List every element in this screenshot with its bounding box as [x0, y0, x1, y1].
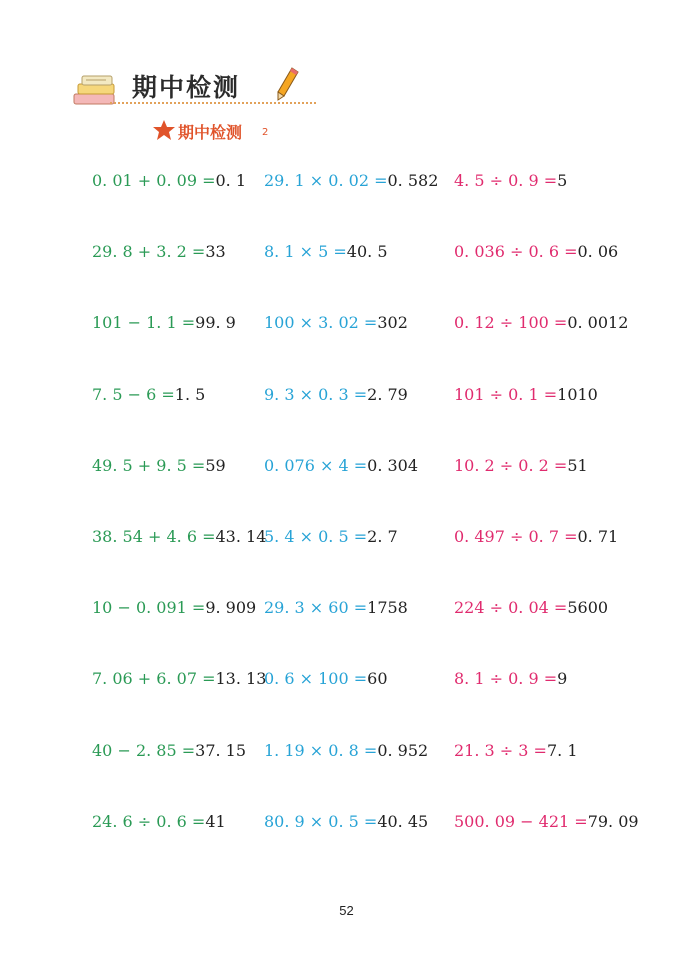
- answer: 59: [205, 455, 226, 475]
- answer: 13. 13: [215, 669, 267, 689]
- answer: 1. 5: [174, 384, 206, 404]
- problem-row: [92, 171, 652, 242]
- problem: [264, 527, 398, 546]
- expression: 1. 19 × 0. 8 =: [264, 740, 378, 760]
- problem-row: [92, 741, 652, 812]
- expression: 38. 54 + 4. 6 =: [92, 526, 216, 546]
- expression: 0. 01 + 0. 09 =: [92, 171, 216, 190]
- answer: 33: [205, 242, 226, 262]
- star-icon: [152, 119, 176, 141]
- answer: 5600: [567, 598, 609, 618]
- problem: [264, 456, 418, 475]
- answer: 0. 1: [215, 171, 247, 190]
- expression: 24. 6 ÷ 0. 6 =: [92, 811, 206, 831]
- answer: 0. 06: [577, 242, 619, 262]
- expression: 0. 076 × 4 =: [264, 455, 368, 475]
- problem: [92, 242, 226, 261]
- problem: [264, 812, 428, 831]
- problem-row: [92, 812, 652, 883]
- problem-row: [92, 527, 652, 598]
- problem: [264, 242, 388, 261]
- problem: [264, 171, 438, 190]
- problem: [454, 456, 588, 475]
- expression: 101 ÷ 0. 1 =: [454, 384, 558, 404]
- problem: [454, 527, 618, 546]
- answer: 0. 582: [387, 171, 439, 190]
- expression: 7. 5 − 6 =: [92, 384, 175, 404]
- answer: 7. 1: [546, 740, 578, 760]
- problem: [454, 812, 639, 831]
- answer: 79. 09: [587, 811, 639, 831]
- answer: 302: [377, 313, 408, 333]
- expression: 8. 1 ÷ 0. 9 =: [454, 669, 558, 689]
- problem: [454, 598, 608, 617]
- expression: 10. 2 ÷ 0. 2 =: [454, 455, 568, 475]
- problem-row: [92, 385, 652, 456]
- expression: 9. 3 × 0. 3 =: [264, 384, 368, 404]
- sub-title-text: 期中检测: [178, 123, 243, 142]
- header: [72, 66, 312, 116]
- problem: [454, 171, 567, 190]
- answer: 1758: [367, 598, 408, 618]
- expression: 29. 1 × 0. 02 =: [264, 171, 388, 190]
- expression: 0. 497 ÷ 0. 7 =: [454, 526, 578, 546]
- answer: 51: [567, 455, 588, 475]
- problem: [264, 313, 408, 332]
- problem-row: [92, 598, 652, 669]
- pencil-icon: [274, 66, 300, 102]
- problem: [92, 385, 205, 404]
- answer: 99. 9: [195, 313, 236, 333]
- page-title: 期中检测: [132, 73, 241, 102]
- problem: [92, 741, 246, 760]
- problem-row: [92, 242, 652, 313]
- answer: 60: [367, 669, 388, 689]
- answer: 40. 5: [346, 242, 388, 262]
- problem-row: [92, 669, 652, 740]
- answer: 41: [205, 811, 226, 831]
- problem: [454, 385, 598, 404]
- answer: 9: [557, 669, 568, 689]
- problem: [92, 313, 236, 332]
- problem: [264, 598, 408, 617]
- answer: 2. 7: [367, 526, 398, 546]
- problem: [92, 812, 226, 831]
- expression: 80. 9 × 0. 5 =: [264, 811, 378, 831]
- answer: 0. 304: [367, 455, 419, 475]
- expression: 500. 09 − 421 =: [454, 811, 588, 831]
- answer: 0. 952: [377, 740, 429, 760]
- problem-row: [92, 313, 652, 384]
- answer: 5: [557, 171, 568, 190]
- problem: [454, 242, 618, 261]
- answer: 0. 71: [577, 526, 619, 546]
- expression: 0. 036 ÷ 0. 6 =: [454, 242, 578, 262]
- problem: [454, 741, 578, 760]
- expression: 0. 6 × 100 =: [264, 669, 368, 689]
- answer: 2. 79: [367, 384, 408, 404]
- answer: 37. 15: [195, 740, 247, 760]
- problem: [454, 313, 628, 332]
- problem: [92, 171, 246, 190]
- expression: 29. 8 + 3. 2 =: [92, 242, 206, 262]
- sub-title-number: 2: [262, 127, 269, 138]
- expression: 49. 5 + 9. 5 =: [92, 455, 206, 475]
- problem-row: [92, 456, 652, 527]
- expression: 100 × 3. 02 =: [264, 313, 378, 333]
- problem: [92, 527, 266, 546]
- expression: 40 − 2. 85 =: [92, 740, 196, 760]
- answer: 43. 14: [215, 526, 267, 546]
- problem: [264, 741, 428, 760]
- problem-grid: [92, 171, 652, 883]
- expression: 10 − 0. 091 =: [92, 598, 206, 618]
- problem: [92, 598, 256, 617]
- expression: 4. 5 ÷ 0. 9 =: [454, 171, 558, 190]
- dotted-rule: [110, 102, 316, 104]
- expression: 0. 12 ÷ 100 =: [454, 313, 568, 333]
- expression: 21. 3 ÷ 3 =: [454, 740, 547, 760]
- expression: 224 ÷ 0. 04 =: [454, 598, 568, 618]
- problem: [454, 669, 567, 688]
- problem: [264, 385, 408, 404]
- expression: 7. 06 + 6. 07 =: [92, 669, 216, 689]
- expression: 101 − 1. 1 =: [92, 313, 196, 333]
- expression: 5. 4 × 0. 5 =: [264, 526, 368, 546]
- expression: 29. 3 × 60 =: [264, 598, 368, 618]
- answer: 9. 909: [205, 598, 257, 618]
- expression: 8. 1 × 5 =: [264, 242, 347, 262]
- answer: 1010: [557, 384, 598, 404]
- answer: 0. 0012: [567, 313, 629, 333]
- page-number: 52: [339, 903, 354, 918]
- problem: [264, 669, 388, 688]
- answer: 40. 45: [377, 811, 429, 831]
- problem: [92, 456, 226, 475]
- problem: [92, 669, 266, 688]
